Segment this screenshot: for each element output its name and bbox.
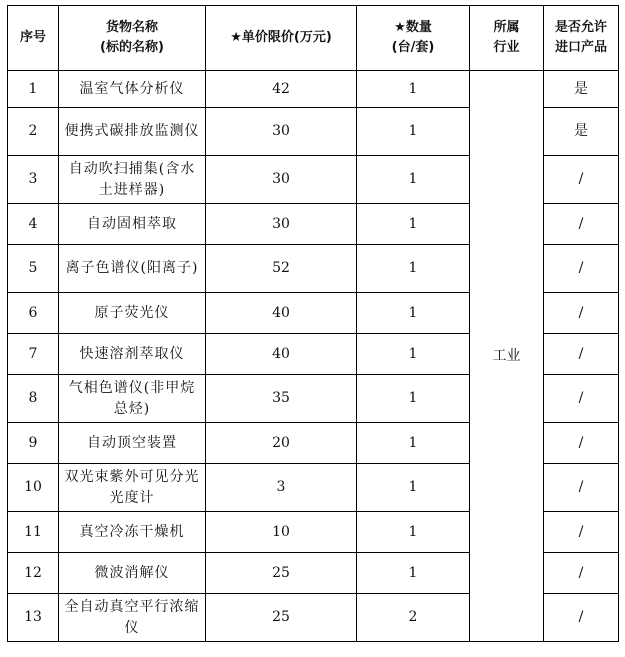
cell-price: 30 [206, 108, 357, 156]
cell-no: 8 [8, 375, 59, 423]
cell-price: 25 [206, 553, 357, 594]
cell-name: 全自动真空平行浓缩仪 [59, 594, 206, 642]
cell-no: 9 [8, 423, 59, 464]
cell-import: / [544, 156, 619, 204]
header-qty-line1: ★数量 [394, 20, 432, 35]
cell-no: 11 [8, 512, 59, 553]
header-import [544, 6, 619, 71]
cell-industry: 工业 [470, 71, 544, 642]
cell-name: 自动固相萃取 [59, 204, 206, 245]
cell-price: 52 [206, 245, 357, 293]
cell-import: / [544, 293, 619, 334]
header-name-line1: 货物名称 [105, 20, 158, 35]
cell-qty: 1 [357, 204, 470, 245]
cell-qty: 1 [357, 464, 470, 512]
cell-price: 25 [206, 594, 357, 642]
cell-price: 42 [206, 71, 357, 108]
cell-qty: 1 [357, 108, 470, 156]
cell-name: 双光束紫外可见分光光度计 [59, 464, 206, 512]
header-import-line2: 进口产品 [554, 40, 607, 55]
cell-qty: 2 [357, 594, 470, 642]
cell-name: 真空冷冻干燥机 [59, 512, 206, 553]
cell-name: 便携式碳排放监测仪 [59, 108, 206, 156]
cell-name: 离子色谱仪(阳离子) [59, 245, 206, 293]
header-industry [470, 6, 544, 71]
cell-name: 温室气体分析仪 [59, 71, 206, 108]
cell-qty: 1 [357, 245, 470, 293]
cell-price: 35 [206, 375, 357, 423]
cell-no: 12 [8, 553, 59, 594]
cell-name: 气相色谱仪(非甲烷总烃) [59, 375, 206, 423]
cell-import: / [544, 553, 619, 594]
cell-no: 1 [8, 71, 59, 108]
cell-qty: 1 [357, 423, 470, 464]
cell-name: 原子荧光仪 [59, 293, 206, 334]
header-industry-line2: 行业 [493, 40, 520, 55]
cell-name: 自动吹扫捕集(含水土进样器) [59, 156, 206, 204]
cell-import: / [544, 204, 619, 245]
header-industry-line1: 所属 [493, 20, 520, 35]
cell-qty: 1 [357, 334, 470, 375]
cell-no: 7 [8, 334, 59, 375]
cell-price: 30 [206, 204, 357, 245]
header-qty [357, 6, 470, 71]
cell-import: / [544, 375, 619, 423]
cell-import: / [544, 423, 619, 464]
header-price: ★单价限价(万元) [206, 6, 357, 71]
header-name-line2: (标的名称) [100, 40, 164, 55]
cell-price: 40 [206, 334, 357, 375]
cell-no: 5 [8, 245, 59, 293]
cell-name: 快速溶剂萃取仪 [59, 334, 206, 375]
cell-no: 4 [8, 204, 59, 245]
cell-price: 30 [206, 156, 357, 204]
header-no: 序号 [8, 6, 59, 71]
cell-name: 自动顶空装置 [59, 423, 206, 464]
cell-price: 10 [206, 512, 357, 553]
cell-no: 3 [8, 156, 59, 204]
cell-import: / [544, 464, 619, 512]
cell-name: 微波消解仪 [59, 553, 206, 594]
cell-price: 3 [206, 464, 357, 512]
cell-import: / [544, 594, 619, 642]
cell-import: / [544, 334, 619, 375]
cell-no: 13 [8, 594, 59, 642]
header-import-line1: 是否允许 [554, 20, 607, 35]
cell-no: 6 [8, 293, 59, 334]
table-row [8, 71, 619, 108]
cell-qty: 1 [357, 512, 470, 553]
cell-price: 40 [206, 293, 357, 334]
goods-table [7, 5, 619, 642]
cell-no: 2 [8, 108, 59, 156]
cell-qty: 1 [357, 293, 470, 334]
cell-import: / [544, 512, 619, 553]
cell-qty: 1 [357, 156, 470, 204]
cell-import: / [544, 245, 619, 293]
cell-import: 是 [544, 108, 619, 156]
cell-qty: 1 [357, 375, 470, 423]
cell-no: 10 [8, 464, 59, 512]
cell-import: 是 [544, 71, 619, 108]
cell-qty: 1 [357, 71, 470, 108]
cell-price: 20 [206, 423, 357, 464]
cell-qty: 1 [357, 553, 470, 594]
header-qty-line2: (台/套) [391, 40, 435, 55]
header-row [8, 6, 619, 71]
header-name [59, 6, 206, 71]
